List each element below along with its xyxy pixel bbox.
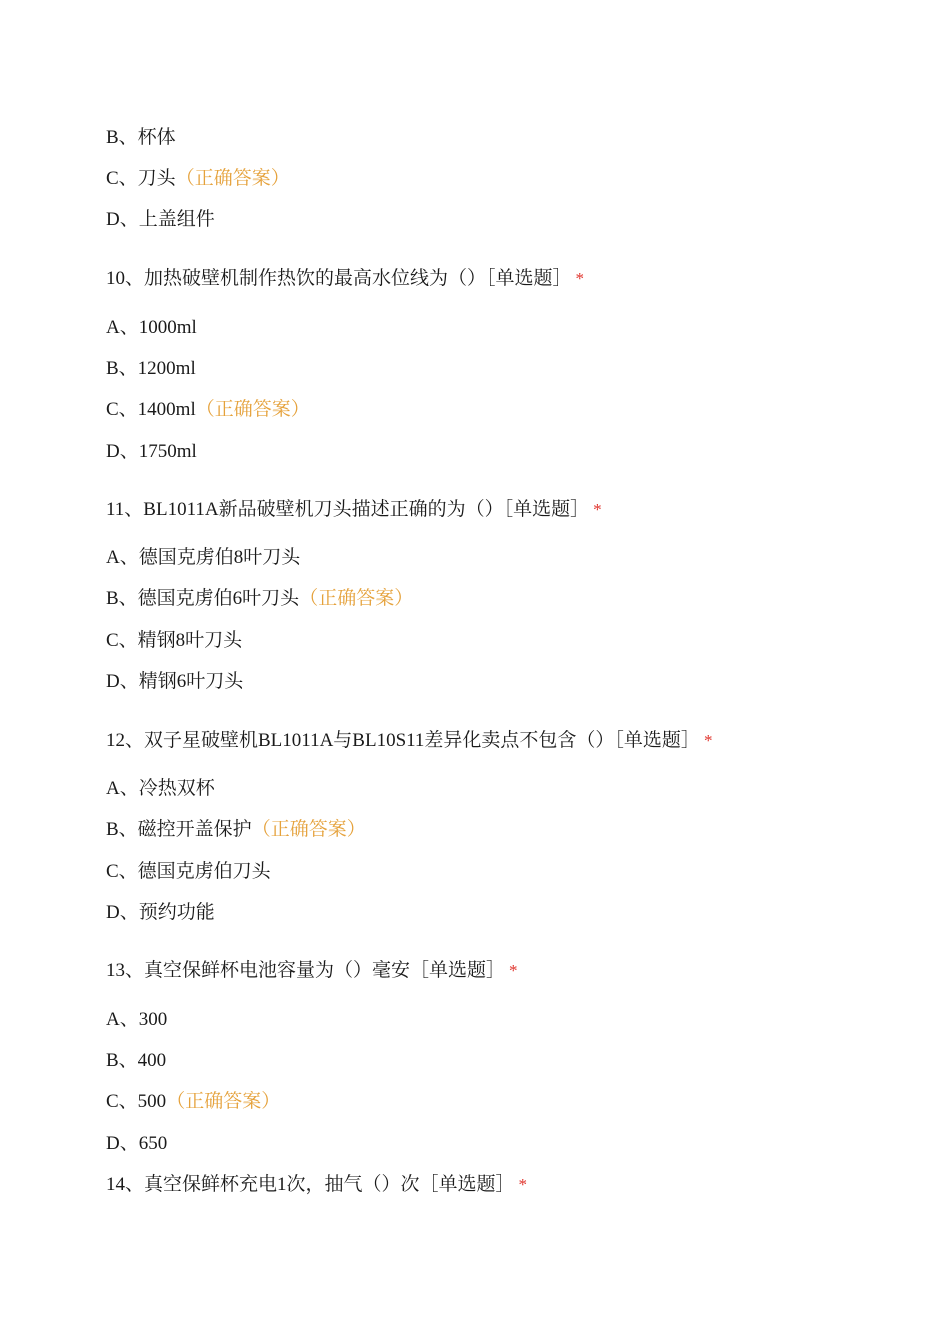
required-mark: *: [509, 961, 518, 980]
q13-option-c: [106, 1090, 280, 1114]
required-mark: *: [518, 1175, 528, 1194]
q11-option-a: [106, 546, 300, 570]
q12-option-d: [106, 901, 215, 925]
question-text: 10、加热破壁机制作热饮的最高水位线为（）［单选题］: [106, 268, 572, 289]
option-text: B、杯体: [106, 127, 176, 148]
q11-title: [106, 498, 602, 522]
option-text: B、400: [106, 1050, 167, 1071]
required-mark: *: [703, 731, 713, 750]
option-text: B、磁控开盖保护: [106, 819, 252, 840]
q13-option-d: [106, 1132, 167, 1156]
q10-option-d: [106, 440, 197, 464]
option-text: C、精钢8叶刀头: [106, 630, 243, 651]
question-text: 12、双子星破壁机BL1011A与BL10S11差异化卖点不包含（）［单选题］: [106, 730, 700, 751]
option-text: D、上盖组件: [106, 209, 215, 230]
q9-option-c: [106, 167, 290, 191]
q10-title: [106, 267, 584, 291]
q11-option-b: [106, 587, 413, 611]
option-text: B、1200ml: [106, 358, 196, 379]
option-text: C、德国克虏伯刀头: [106, 861, 271, 882]
q12-option-c: [106, 860, 271, 884]
option-text: D、1750ml: [106, 441, 197, 462]
correct-answer-tag: （正确答案）: [299, 588, 414, 609]
option-text: D、预约功能: [106, 902, 215, 923]
correct-answer-tag: （正确答案）: [175, 168, 290, 189]
option-text: A、德国克虏伯8叶刀头: [106, 547, 301, 568]
required-mark: *: [593, 500, 602, 519]
q10-option-a: [106, 316, 197, 340]
q12-option-a: [106, 777, 215, 801]
q9-option-d: [106, 208, 215, 232]
q12-title: [106, 729, 712, 753]
q14-title: [106, 1173, 527, 1197]
option-text: C、刀头: [106, 168, 176, 189]
required-mark: *: [575, 269, 585, 288]
option-text: C、500: [106, 1091, 167, 1112]
option-text: C、1400ml: [106, 399, 196, 420]
option-text: D、精钢6叶刀头: [106, 671, 244, 692]
q13-option-a: [106, 1008, 167, 1032]
question-text: 13、真空保鲜杯电池容量为（）毫安［单选题］: [106, 960, 506, 981]
option-text: A、300: [106, 1009, 168, 1030]
correct-answer-tag: （正确答案）: [251, 819, 366, 840]
correct-answer-tag: （正确答案）: [195, 399, 310, 420]
option-text: A、1000ml: [106, 317, 197, 338]
q12-option-b: [106, 818, 366, 842]
q11-option-c: [106, 629, 242, 653]
q11-option-d: [106, 670, 243, 694]
option-text: A、冷热双杯: [106, 778, 215, 799]
q13-title: [106, 959, 518, 983]
q10-option-c: [106, 398, 310, 422]
option-text: D、650: [106, 1133, 168, 1154]
q10-option-b: [106, 357, 196, 381]
q13-option-b: [106, 1049, 166, 1073]
question-text: 11、BL1011A新品破壁机刀头描述正确的为（）［单选题］: [106, 499, 590, 520]
q9-option-b: [106, 126, 176, 150]
option-text: B、德国克虏伯6叶刀头: [106, 588, 300, 609]
correct-answer-tag: （正确答案）: [166, 1091, 281, 1112]
question-text: 14、真空保鲜杯充电1次，抽气（）次［单选题］: [106, 1174, 515, 1195]
